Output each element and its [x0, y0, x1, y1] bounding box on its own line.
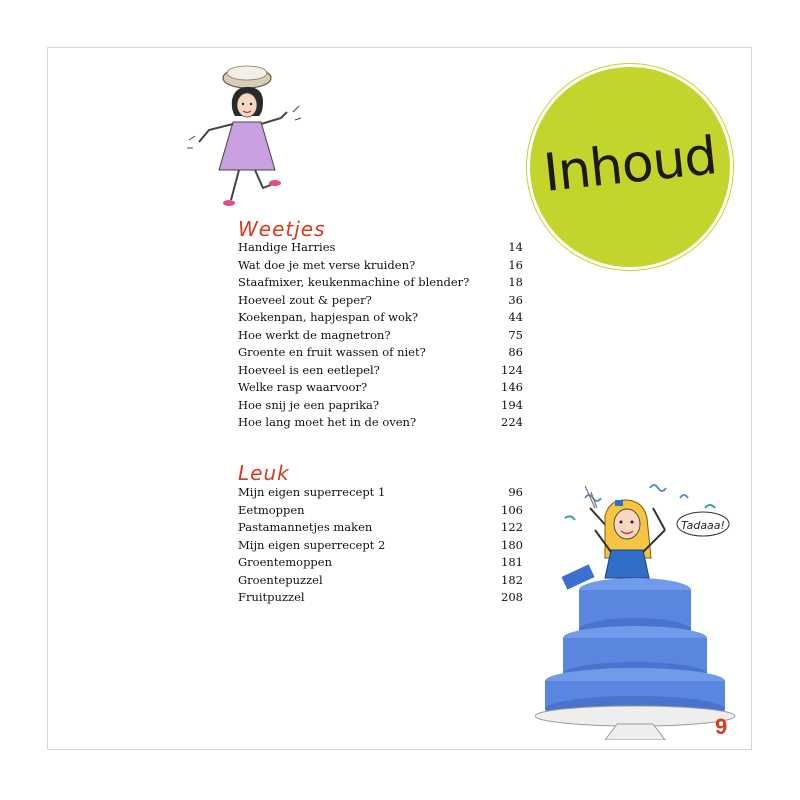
toc-item[interactable] — [238, 328, 523, 346]
toc-item[interactable] — [238, 258, 523, 276]
toc-label: Handige Harries — [238, 240, 336, 254]
toc-label: Fruitpuzzel — [238, 590, 305, 604]
toc-page-number: 124 — [501, 362, 523, 377]
toc-item[interactable] — [238, 293, 523, 311]
cake-girl-illustration — [535, 478, 750, 740]
toc-item[interactable] — [238, 275, 523, 293]
toc-page-number: 180 — [501, 537, 523, 552]
toc-label: Hoe snij je een paprika? — [238, 397, 380, 412]
toc-label: Koekenpan, hapjespan of wok? — [238, 310, 419, 324]
toc-item[interactable] — [238, 503, 523, 521]
toc-item[interactable] — [238, 363, 523, 381]
toc-item[interactable] — [238, 573, 523, 591]
toc-label: Groentemoppen — [238, 555, 333, 569]
toc-page-number: 36 — [508, 292, 523, 307]
toc-item[interactable] — [238, 555, 523, 573]
toc-page-number: 14 — [508, 240, 523, 254]
toc-page-number: 146 — [501, 380, 523, 394]
toc-page-number: 224 — [501, 415, 523, 429]
inhoud-badge — [530, 67, 730, 267]
toc-item[interactable] — [238, 415, 523, 433]
toc-page-number: 75 — [508, 327, 523, 342]
toc-label: Welke rasp waarvoor? — [238, 380, 368, 394]
toc-page-number: 16 — [508, 257, 523, 272]
toc-item[interactable] — [238, 520, 523, 538]
toc-page-number: 18 — [508, 275, 523, 289]
speech-bubble-text: Tadaaa! — [681, 519, 725, 532]
toc-page-number: 96 — [508, 485, 523, 499]
section-title-weetjes: Weetjes — [238, 217, 326, 241]
toc-page-number: 194 — [501, 397, 523, 412]
toc-label: Hoeveel zout & peper? — [238, 292, 372, 307]
girl-with-bowl-illustration — [175, 60, 315, 220]
toc-list-weetjes — [238, 240, 523, 433]
toc-item[interactable] — [238, 240, 523, 258]
toc-page-number: 106 — [501, 502, 523, 517]
toc-item[interactable] — [238, 398, 523, 416]
toc-page-number: 208 — [501, 590, 523, 604]
toc-item[interactable] — [238, 345, 523, 363]
toc-label: Hoeveel is een eetlepel? — [238, 362, 380, 377]
toc-item[interactable] — [238, 590, 523, 608]
badge-title: Inhoud — [540, 126, 720, 204]
toc-label: Eetmoppen — [238, 502, 305, 517]
toc-label: Hoe lang moet het in de oven? — [238, 415, 417, 429]
toc-item[interactable] — [238, 310, 523, 328]
toc-page-number: 122 — [501, 520, 523, 534]
toc-label: Groente en fruit wassen of niet? — [238, 345, 426, 359]
toc-page-number: 86 — [508, 345, 523, 359]
page-number: 9 — [715, 714, 728, 739]
toc-page-number: 181 — [501, 555, 523, 569]
toc-label: Staafmixer, keukenmachine of blender? — [238, 275, 470, 289]
toc-label: Groentepuzzel — [238, 572, 323, 587]
toc-label: Wat doe je met verse kruiden? — [238, 257, 416, 272]
toc-item[interactable] — [238, 538, 523, 556]
toc-page-number: 44 — [508, 310, 523, 324]
toc-label: Hoe werkt de magnetron? — [238, 327, 391, 342]
section-title-leuk: Leuk — [238, 461, 290, 485]
speech-bubble — [677, 512, 729, 536]
toc-list-leuk — [238, 485, 523, 608]
toc-item[interactable] — [238, 380, 523, 398]
toc-label: Pastamannetjes maken — [238, 520, 373, 534]
toc-label: Mijn eigen superrecept 2 — [238, 537, 386, 552]
toc-label: Mijn eigen superrecept 1 — [238, 485, 386, 499]
toc-item[interactable] — [238, 485, 523, 503]
toc-page-number: 182 — [501, 572, 523, 587]
